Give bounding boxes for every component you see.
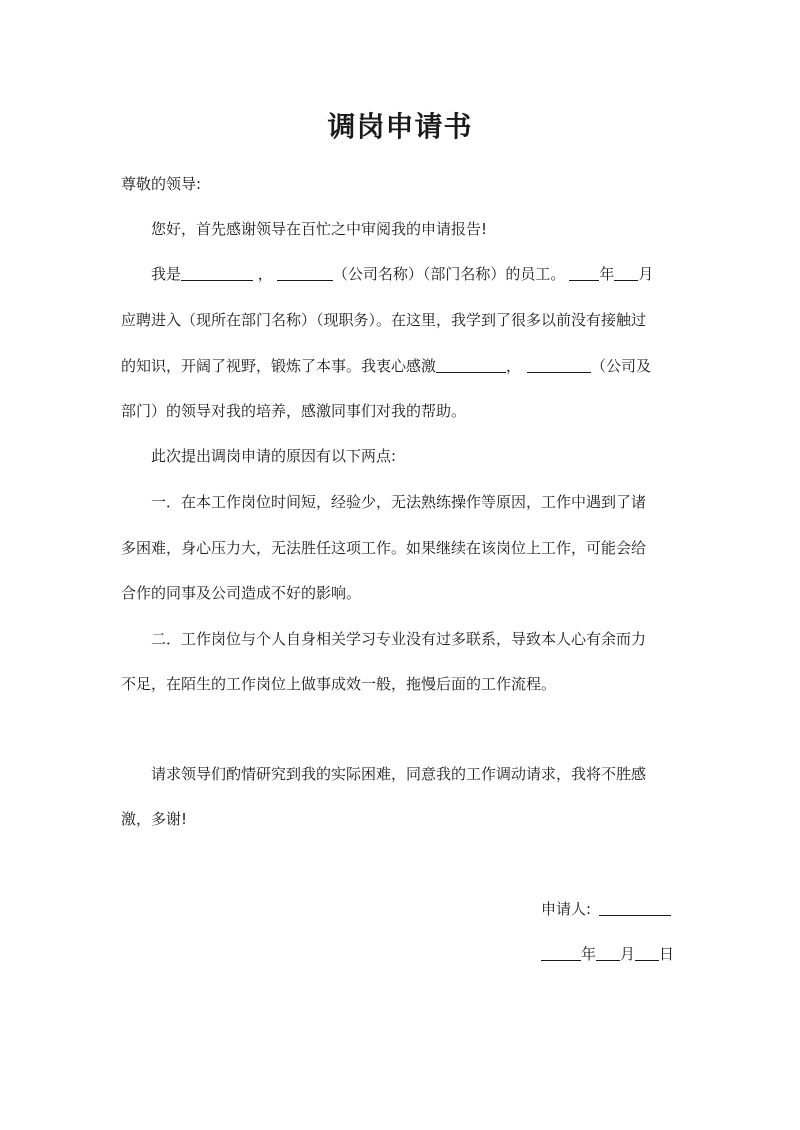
- intro-line-4: 部门）的领导对我的培养，感激同事们对我的帮助。: [121, 402, 467, 420]
- applicant-label: 申请人:: [541, 900, 592, 918]
- reason-1-line-2: 多困难，身心压力大，无法胜任这项工作。如果继续在该岗位上工作，可能会给: [121, 539, 647, 557]
- sign-year-label: 年: [581, 945, 597, 963]
- reason-2-line-1: 二．工作岗位与个人自身相关学习专业没有过多联系，导致本人心有余而力: [151, 630, 647, 648]
- reason-2-line-2: 不足，在陌生的工作岗位上做事成效一般，拖慢后面的工作流程。: [121, 675, 557, 693]
- greeting-paragraph: 您好，首先感谢领导在百忙之中审阅我的申请报告!: [151, 220, 488, 238]
- intro-line-3-text-c: （公司及: [591, 357, 652, 375]
- intro-text-1: 我是: [151, 265, 182, 283]
- intro-line-2: 应聘进入（现所在部门名称）（现职务）。在这里，我学到了很多以前没有接触过: [121, 311, 647, 329]
- sign-year-blank[interactable]: [541, 945, 581, 961]
- closing-line-1: 请求领导们酌情研究到我的实际困难，同意我的工作调动请求，我将不胜感: [151, 765, 647, 783]
- document-title: 调岗申请书: [327, 110, 473, 143]
- intro-text-4: 年: [599, 265, 615, 283]
- year-blank[interactable]: [569, 265, 599, 281]
- company-blank[interactable]: [277, 265, 333, 281]
- applicant-blank[interactable]: [599, 900, 671, 916]
- intro-text-3: （公司名称）（部门名称）的员工。: [332, 265, 566, 283]
- intro-line-3: [121, 355, 651, 377]
- thanks-blank-1[interactable]: [436, 357, 506, 373]
- intro-line-3-text-b: ，: [506, 357, 522, 375]
- salutation: 尊敬的领导:: [121, 175, 202, 193]
- intro-text-2: ，: [257, 265, 273, 283]
- sign-day-label: 日: [659, 945, 675, 963]
- sign-day-blank[interactable]: [635, 945, 659, 961]
- name-blank[interactable]: [181, 265, 253, 281]
- intro-line-3-text-a: 的知识，开阔了视野，锻炼了本事。我衷心感激: [121, 357, 437, 375]
- closing-line-2: 激，多谢!: [121, 810, 188, 828]
- month-blank[interactable]: [614, 265, 638, 281]
- applicant-row: [541, 898, 671, 920]
- sign-month-blank[interactable]: [596, 945, 620, 961]
- reason-1-line-3: 合作的同事及公司造成不好的影响。: [121, 584, 362, 602]
- intro-line-1: [151, 263, 653, 285]
- intro-text-5: 月: [638, 265, 654, 283]
- sign-month-label: 月: [620, 945, 636, 963]
- reason-1-line-1: 一．在本工作岗位时间短，经验少，无法熟练操作等原因，工作中遇到了诸: [151, 493, 647, 511]
- date-row: [541, 943, 674, 965]
- thanks-blank-2[interactable]: [527, 357, 591, 373]
- reasons-heading: 此次提出调岗申请的原因有以下两点:: [151, 447, 397, 465]
